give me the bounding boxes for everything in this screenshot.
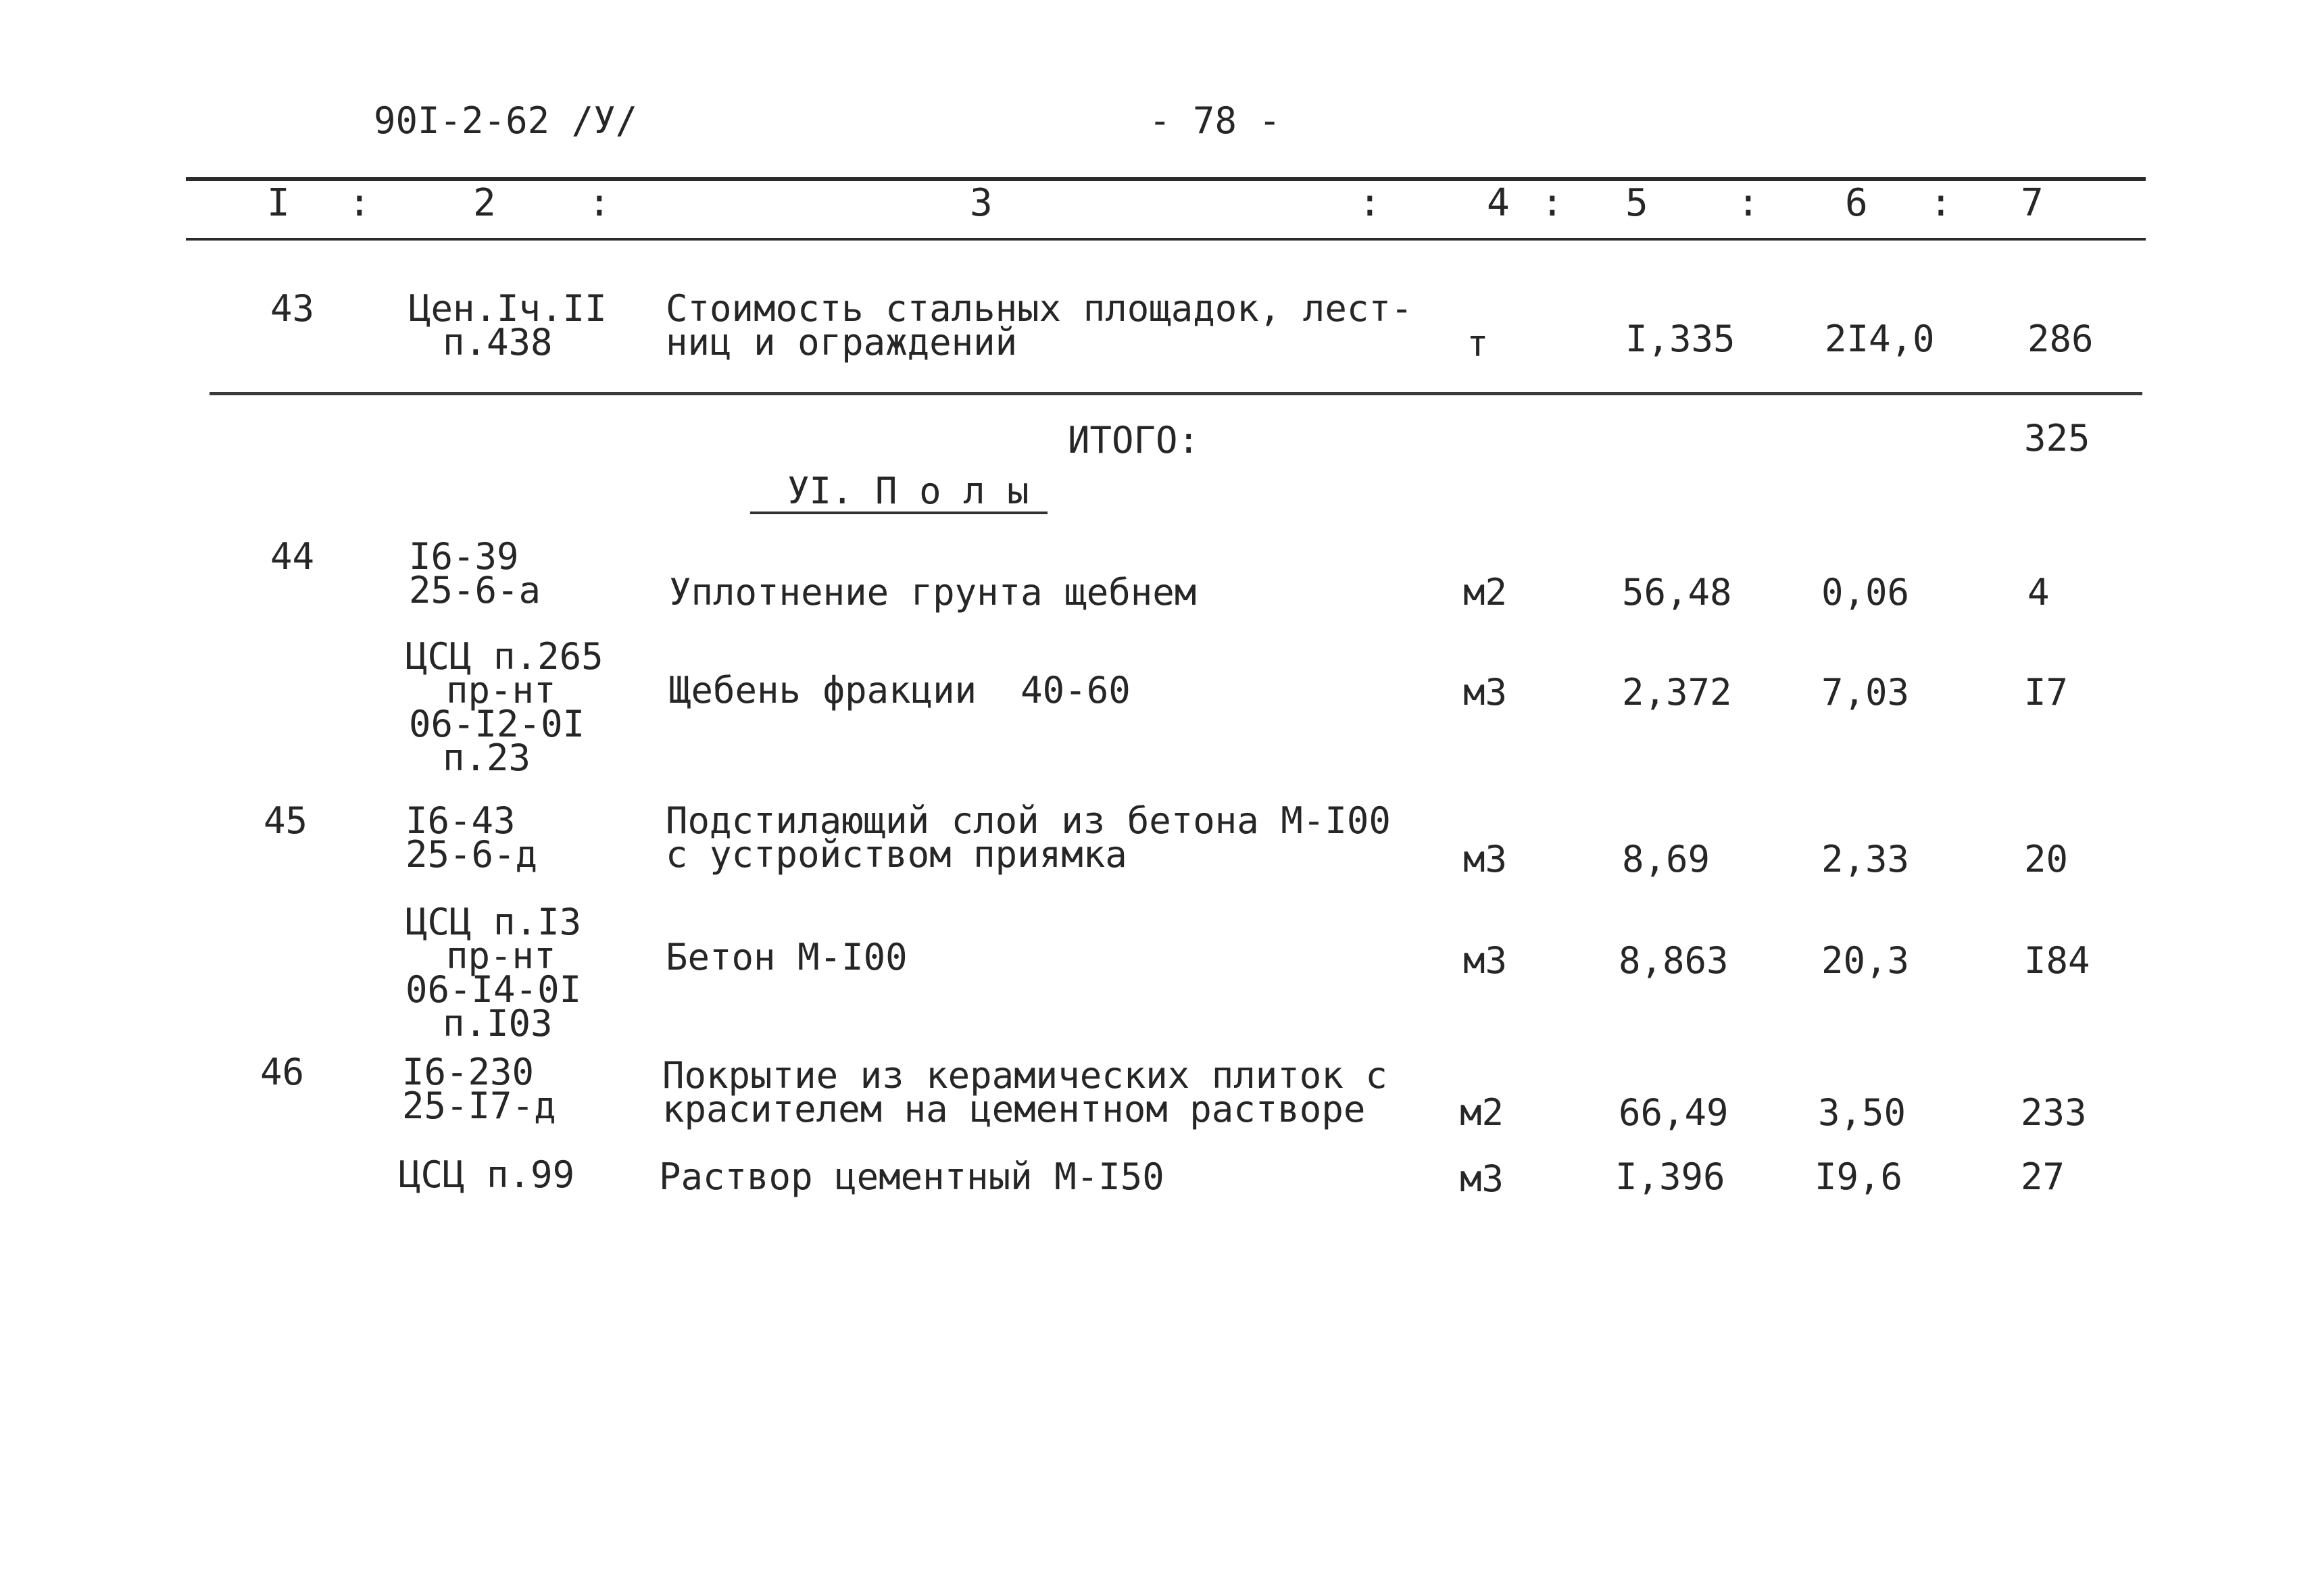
row-price: I9,6 <box>1815 1155 1903 1198</box>
row-unit: м3 <box>1463 838 1508 880</box>
col-sep: : <box>348 181 371 225</box>
row-price: 0,06 <box>1821 571 1910 614</box>
row-desc-line: Подстилающий слой из бетона М-I00 <box>666 799 1391 842</box>
subtotal-rule <box>210 392 2142 395</box>
header-bottom-rule <box>186 238 2146 241</box>
row-price: 2I4,0 <box>1825 318 1935 360</box>
row-code-line: I6-43 <box>405 799 516 842</box>
row-qty: 2,372 <box>1622 671 1732 714</box>
col-header-7: 7 <box>2021 181 2044 225</box>
row-price: 2,33 <box>1821 838 1910 880</box>
row-total: 233 <box>2021 1091 2087 1134</box>
row-code-line: пр-нт <box>446 669 556 712</box>
row-total: I84 <box>2024 939 2090 982</box>
col-header-2: 2 <box>473 181 496 225</box>
row-unit: т <box>1467 322 1489 365</box>
row-code-line: п.I03 <box>443 1002 553 1045</box>
row-desc-line: Покрытие из керамических плиток с <box>662 1054 1387 1097</box>
row-desc-line: Уплотнение грунта щебнем <box>669 571 1197 614</box>
col-header-5: 5 <box>1625 181 1648 225</box>
col-sep: : <box>1737 181 1760 225</box>
row-desc-line: Стоимость стальных площадок, лест- <box>666 287 1413 330</box>
page-number: - 78 - <box>1149 99 1281 142</box>
row-desc-line: Щебень фракции 40-60 <box>669 669 1131 712</box>
row-desc-line: красителем на цементном растворе <box>662 1088 1366 1130</box>
col-sep: : <box>1358 181 1381 225</box>
row-unit: м2 <box>1463 571 1508 614</box>
row-unit: м3 <box>1460 1157 1504 1200</box>
row-code-line: п.23 <box>443 737 531 779</box>
itogo-label: ИТОГО: <box>1068 419 1200 462</box>
row-code-line: 25-6-а <box>409 569 541 612</box>
row-code-line: пр-нт <box>446 934 556 977</box>
row-total: 4 <box>2027 571 2050 614</box>
row-unit: м2 <box>1460 1091 1504 1134</box>
row-code-line: ЦСЦ п.I3 <box>405 901 582 943</box>
row-code-line: ЦСЦ п.99 <box>399 1153 575 1196</box>
row-qty: 56,48 <box>1622 571 1732 614</box>
col-sep: : <box>588 181 611 225</box>
row-qty: I,396 <box>1615 1155 1725 1198</box>
col-header-1: I <box>267 181 290 225</box>
row-qty: 8,863 <box>1619 939 1729 982</box>
col-header-4: 4 <box>1487 181 1510 225</box>
row-number: 46 <box>260 1051 305 1093</box>
row-total: 20 <box>2024 838 2069 880</box>
row-desc-line: Раствор цементный М-I50 <box>659 1155 1164 1198</box>
row-qty: I,335 <box>1625 318 1736 360</box>
row-qty: 66,49 <box>1619 1091 1729 1134</box>
row-total: 27 <box>2021 1155 2065 1198</box>
col-header-3: 3 <box>970 181 993 225</box>
row-desc-line: с устройством приямка <box>666 833 1127 876</box>
row-total: I7 <box>2024 671 2069 714</box>
doc-code: 90I-2-62 /У/ <box>374 99 638 142</box>
section-title: УI. П о л ы <box>787 470 1029 512</box>
row-qty: 8,69 <box>1622 838 1710 880</box>
itogo-total: 325 <box>2024 417 2090 459</box>
row-price: 20,3 <box>1821 939 1910 982</box>
row-price: 7,03 <box>1821 671 1910 714</box>
row-number: 43 <box>270 287 315 330</box>
row-code-line: 25-6-д <box>405 833 538 876</box>
row-desc-line: ниц и ограждений <box>666 321 1018 364</box>
row-code-line: п.438 <box>443 321 553 364</box>
row-unit: м3 <box>1463 939 1508 982</box>
row-code-line: Цен.Iч.II <box>409 287 607 330</box>
section-title-underline <box>750 512 1048 514</box>
row-code-line: I6-39 <box>409 535 519 578</box>
col-header-6: 6 <box>1845 181 1868 225</box>
col-sep: : <box>1929 181 1952 225</box>
col-sep: : <box>1541 181 1564 225</box>
row-price: 3,50 <box>1818 1091 1906 1134</box>
row-number: 45 <box>264 799 308 842</box>
row-desc-line: Бетон М-I00 <box>666 936 908 978</box>
row-unit: м3 <box>1463 671 1508 714</box>
row-code-line: ЦСЦ п.265 <box>405 635 604 678</box>
row-code-line: 06-I4-0I <box>405 968 582 1011</box>
row-number: 44 <box>270 535 315 578</box>
row-code-line: 06-I2-0I <box>409 703 585 745</box>
row-code-line: I6-230 <box>402 1051 535 1093</box>
row-total: 286 <box>2027 318 2094 360</box>
row-code-line: 25-I7-д <box>402 1084 556 1127</box>
